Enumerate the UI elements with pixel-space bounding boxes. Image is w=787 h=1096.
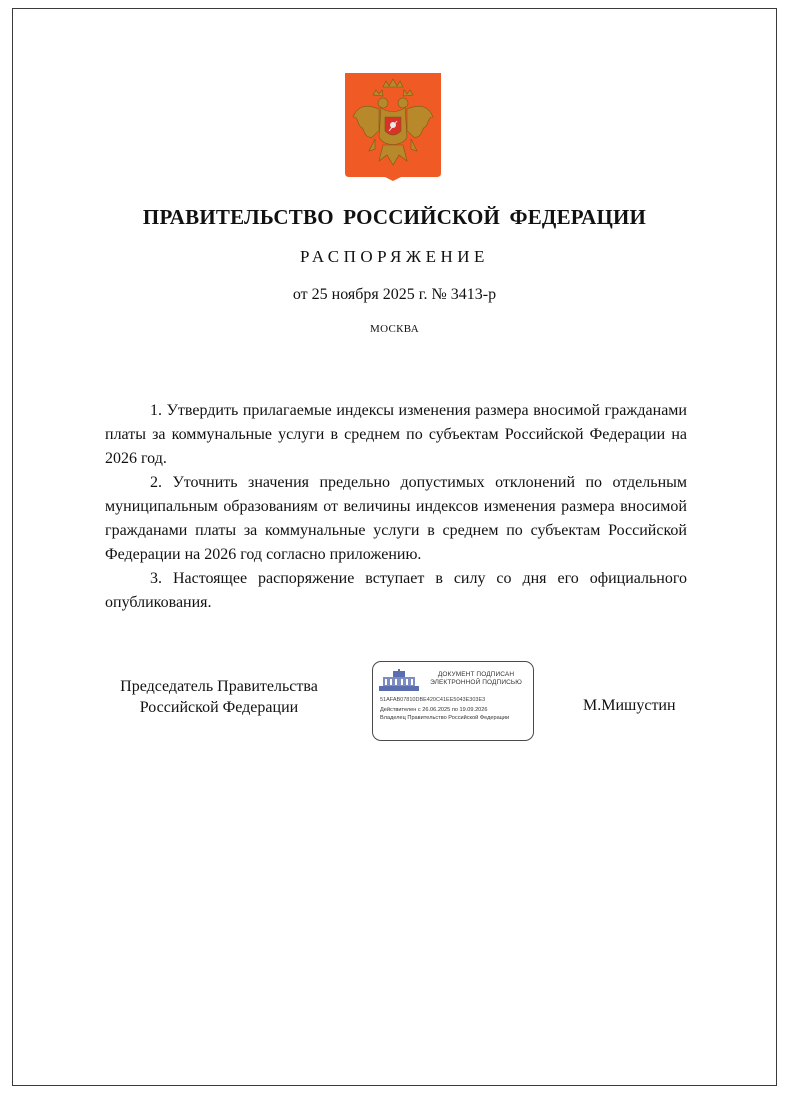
document-page <box>12 8 777 1086</box>
stamp-title-line-1: ДОКУМЕНТ ПОДПИСАН <box>437 671 515 678</box>
paragraph-1: 1. Утвердить прилагаемые индексы изменения размера вносимой гражданами платы за коммунальные услуги в среднем по субъектам Российской Федерации на 2026 год. <box>105 402 687 467</box>
signatory-role-line-2: Российской Федерации <box>139 699 299 716</box>
paragraph-3: 3. Настоящее распоряжение вступает в силу со дня его официального опубликования. <box>105 570 687 611</box>
stamp-owner: Владелец Правительство Российской Федерации <box>380 715 510 721</box>
russian-coat-of-arms-icon <box>345 73 441 181</box>
document-place: МОСКВА <box>370 323 419 335</box>
government-building-icon <box>379 669 419 691</box>
signatory-role <box>105 676 333 718</box>
signatory-name: М.Мишустин <box>583 697 676 714</box>
document-type: РАСПОРЯЖЕНИЕ <box>300 247 489 266</box>
government-title: ПРАВИТЕЛЬСТВО РОССИЙСКОЙ ФЕДЕРАЦИИ <box>142 205 647 229</box>
document-date-number: от 25 ноября 2025 г. № 3413-р <box>292 286 497 303</box>
signatory-role-line-1: Председатель Правительства <box>120 678 318 695</box>
electronic-signature-stamp <box>372 661 534 741</box>
stamp-validity: Действителен с 26.06.2025 по 19.09.2026 <box>380 707 488 713</box>
stamp-title-line-2: ЭЛЕКТРОННОЙ ПОДПИСЬЮ <box>430 679 522 686</box>
document-body <box>105 399 687 615</box>
stamp-certificate: 51AFAB07810DBE420C41EE5043E303E3 <box>380 697 486 703</box>
paragraph-2: 2. Уточнить значения предельно допустимых отклонений по отдельным муниципальным образованиям от величины индексов изменения размера вносимой гражданами платы за коммунальные услуги в среднем по субъектам Российской Федерации на 2026 год согласно приложению. <box>105 474 687 563</box>
stamp-title <box>421 671 531 687</box>
